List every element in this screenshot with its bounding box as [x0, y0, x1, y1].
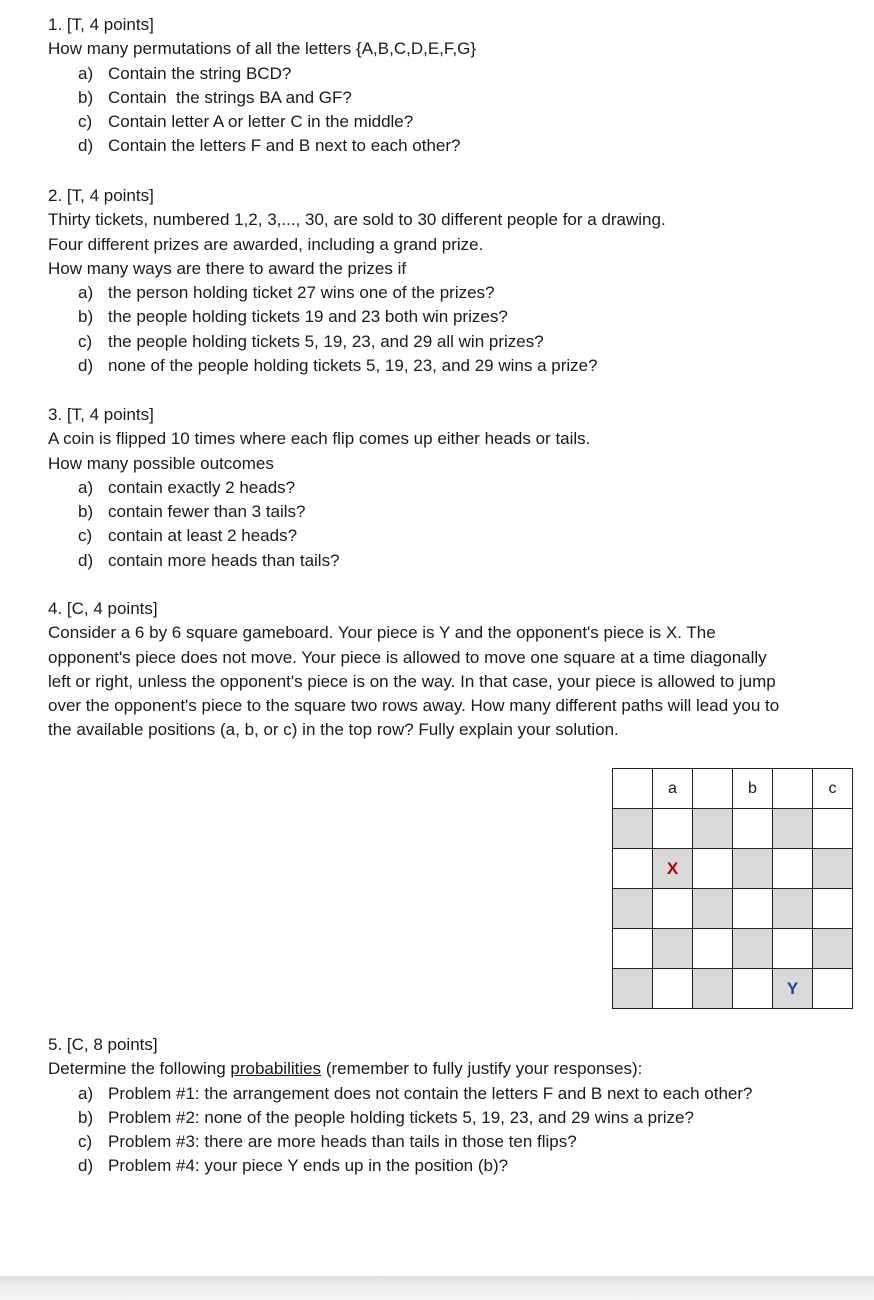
board-square: [653, 929, 693, 969]
opponent-piece-x: X: [666, 858, 679, 878]
board-square: [813, 889, 853, 929]
board-square: [693, 929, 733, 969]
paragraph-line: over the opponent's piece to the square two rows away. How many different paths will lead you to: [48, 696, 780, 716]
probabilities-link: probabilities: [230, 1059, 322, 1079]
item-text: Problem #3: there are more heads than tails in those ten flips?: [108, 1132, 577, 1152]
item-text: contain fewer than 3 tails?: [108, 502, 306, 522]
item-label: c): [78, 1132, 93, 1152]
item-label: c): [78, 331, 93, 351]
item-label: b): [78, 1107, 94, 1127]
list-item: [48, 62, 848, 86]
board-square: [733, 889, 773, 929]
item-text: the people holding tickets 19 and 23 both win prizes?: [108, 307, 508, 327]
board-square: [693, 849, 733, 889]
board-square: [613, 769, 653, 809]
board-square: [653, 889, 693, 929]
board-square: [693, 809, 733, 849]
item-text: contain exactly 2 heads?: [108, 477, 296, 497]
problem-intro: Four different prizes are awarded, including a grand prize.: [48, 234, 484, 254]
item-label: b): [78, 307, 94, 327]
paragraph-line: Consider a 6 by 6 square gameboard. Your piece is Y and the opponent's piece is X. The: [48, 623, 716, 643]
board-square: [613, 889, 653, 929]
page-bottom-edge: [0, 1276, 874, 1300]
board-square: [773, 889, 813, 929]
board-square: [813, 769, 853, 809]
paragraph-line: the available positions (a, b, or c) in the top row? Fully explain your solution.: [48, 720, 619, 740]
board-square: [653, 809, 693, 849]
item-text: Contain the string BCD?: [108, 63, 292, 83]
item-text: Problem #2: none of the people holding tickets 5, 19, 23, and 29 wins a prize?: [108, 1107, 694, 1127]
list-item: [48, 1130, 848, 1154]
item-label: a): [78, 63, 94, 83]
item-label: d): [78, 356, 94, 376]
paragraph-line: left or right, unless the opponent's piece is on the way. In that case, your piece is allowed to jump: [48, 671, 776, 691]
board-square: [653, 849, 693, 889]
item-label: d): [78, 136, 94, 156]
paragraph-line: opponent's piece does not move. Your piece is allowed to move one square at a time diagonally: [48, 647, 767, 667]
item-text: Problem #1: the arrangement does not contain the letters F and B next to each other?: [108, 1083, 753, 1103]
board-square: [733, 929, 773, 969]
board-square: [733, 769, 773, 809]
board-square: [813, 849, 853, 889]
problem-header: 1. [T, 4 points]: [48, 15, 154, 34]
problem-intro: [48, 1057, 848, 1081]
board-square: [693, 889, 733, 929]
item-text: Contain the strings BA and GF?: [108, 87, 352, 107]
board-square: [693, 769, 733, 809]
board-square: [773, 849, 813, 889]
list-item: [48, 1154, 848, 1178]
player-piece-y: Y: [786, 978, 799, 998]
board-square: [733, 849, 773, 889]
item-text: Contain letter A or letter C in the middle?: [108, 112, 414, 132]
problem-2: [48, 184, 848, 378]
item-text: contain at least 2 heads?: [108, 526, 298, 546]
board-square: [813, 929, 853, 969]
item-text: contain more heads than tails?: [108, 550, 340, 570]
list-item: [48, 1082, 848, 1106]
board-square: [773, 809, 813, 849]
item-label: b): [78, 87, 94, 107]
list-item: [48, 524, 848, 548]
problem-1: [48, 13, 848, 159]
problem-header: 3. [T, 4 points]: [48, 405, 154, 424]
board-square: [613, 929, 653, 969]
intro-text: Determine the following: [48, 1059, 231, 1079]
problem-header: 2. [T, 4 points]: [48, 186, 154, 205]
list-item: [48, 354, 848, 378]
list-item: [48, 134, 848, 158]
board-square: [613, 809, 653, 849]
item-label: c): [78, 112, 93, 132]
board-square: [693, 969, 733, 1009]
board-square: [733, 969, 773, 1009]
problem-3: [48, 403, 848, 573]
problem-4: [48, 597, 848, 743]
problem-intro: How many permutations of all the letters {A,B,C,D,E,F,G}: [48, 39, 477, 59]
board-square: [773, 929, 813, 969]
item-label: d): [78, 1156, 94, 1176]
item-label: a): [78, 477, 94, 497]
list-item: [48, 500, 848, 524]
problem-intro: How many possible outcomes: [48, 453, 274, 473]
item-label: d): [78, 550, 94, 570]
position-label: b: [748, 779, 757, 797]
board-square: [733, 809, 773, 849]
list-item: [48, 1106, 848, 1130]
problem-intro: How many ways are there to award the prizes if: [48, 258, 407, 278]
item-label: a): [78, 283, 94, 303]
problem-header: 5. [C, 8 points]: [48, 1035, 158, 1054]
item-label: a): [78, 1083, 94, 1103]
list-item: [48, 305, 848, 329]
gameboard: [612, 768, 853, 1009]
list-item: [48, 281, 848, 305]
board-square: [653, 969, 693, 1009]
item-text: Contain the letters F and B next to each other?: [108, 136, 461, 156]
board-square: [773, 769, 813, 809]
list-item: [48, 86, 848, 110]
board-square: [813, 809, 853, 849]
item-text: the person holding ticket 27 wins one of the prizes?: [108, 283, 495, 303]
position-label: c: [828, 779, 837, 797]
item-label: c): [78, 526, 93, 546]
item-text: none of the people holding tickets 5, 19, 23, and 29 wins a prize?: [108, 356, 598, 376]
position-label: a: [668, 779, 677, 797]
board-square: [813, 969, 853, 1009]
problem-header: 4. [C, 4 points]: [48, 599, 158, 618]
item-label: b): [78, 502, 94, 522]
board-square: [613, 969, 653, 1009]
board-square: [613, 849, 653, 889]
item-text: Problem #4: your piece Y ends up in the position (b)?: [108, 1156, 509, 1176]
problem-intro: A coin is flipped 10 times where each flip comes up either heads or tails.: [48, 429, 591, 449]
list-item: [48, 330, 848, 354]
problem-5: [48, 1033, 848, 1179]
list-item: [48, 549, 848, 573]
list-item: [48, 110, 848, 134]
board-square: [773, 969, 813, 1009]
item-text: the people holding tickets 5, 19, 23, and 29 all win prizes?: [108, 331, 544, 351]
problem-intro: Thirty tickets, numbered 1,2, 3,..., 30, are sold to 30 different people for a drawing.: [48, 210, 666, 230]
list-item: [48, 476, 848, 500]
board-square: [653, 769, 693, 809]
intro-text: (remember to fully justify your responses):: [321, 1059, 643, 1079]
